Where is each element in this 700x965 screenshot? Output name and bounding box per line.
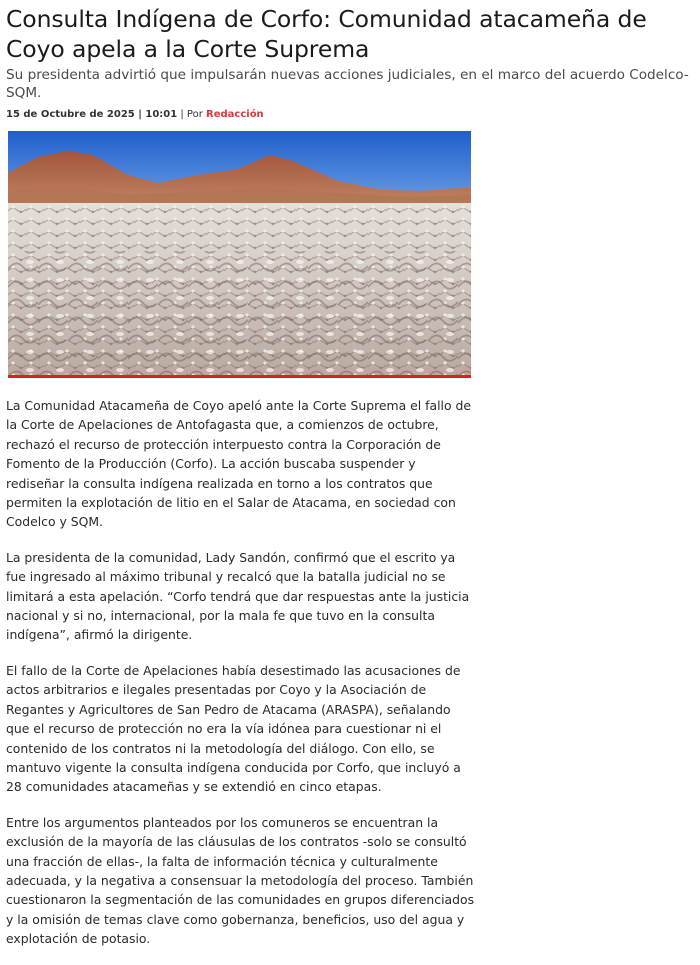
publish-date: 15 de Octubre de 2025 | 10:01 bbox=[6, 109, 178, 120]
body-paragraph: La Comunidad Atacameña de Coyo apeló ante la Corte Suprema el fallo de la Corte de Apelaciones de Antofagasta que, a comienzos de octubre, rechazó el recurso de protección interpuesto contra la Corporación de Fomento de la Producción (Corfo). La acción buscaba suspender y rediseñar la consulta indígena realizada en torno a los contratos que permiten la explotación de litio en el Salar de Atacama, en sociedad con Codelco y SQM. bbox=[6, 398, 471, 530]
article-body bbox=[6, 396, 476, 965]
article-headline: Consulta Indígena de Corfo: Comunidad atacameña de Coyo apela a la Corte Suprema bbox=[6, 5, 647, 63]
hero-image bbox=[8, 131, 471, 378]
salt-flat-image bbox=[8, 131, 471, 378]
article-subtitle: Su presidenta advirtió que impulsarán nuevas acciones judiciales, en el marco del acuerdo Codelco-SQM. bbox=[6, 67, 689, 101]
body-paragraph: El fallo de la Corte de Apelaciones había desestimado las acusaciones de actos arbitrarios e ilegales presentadas por Coyo y la Asociación de Regantes y Agricultores de San Pedro de Atacama (ARASPA), señalando que el recurso de protección no era la vía idónea para cuestionar ni el contenido de los contratos ni la metodología del diálogo. Con ello, se mantuvo vigente la consulta indígena conducida por Corfo, que incluyó a 28 comunidades atacameñas y se extendió en cinco etapas. bbox=[6, 662, 461, 795]
body-paragraph: La presidenta de la comunidad, Lady Sandón, confirmó que el escrito ya fue ingresado al máximo tribunal y recalcó que la batalla judicial no se limitará a esta apelación. “Corfo tendrá que dar respuestas ante la justicia nacional y si no, internacional, por la mala fe que tuvo en la consulta indígena”, afirmó la dirigente. bbox=[6, 549, 470, 643]
article-meta bbox=[6, 108, 264, 122]
author-link[interactable]: Redacción bbox=[206, 109, 264, 120]
byline-separator: | Por bbox=[177, 109, 207, 120]
body-paragraph: Entre los argumentos planteados por los comuneros se encuentran la exclusión de la mayoría de las cláusulas de los contratos -solo se consultó una fracción de ellas-, la falta de información técnica y culturalmente adecuada, y la negativa a consensuar la metodología del proceso. También cuestionaron la segmentación de las comunidades en grupos diferenciados y la omisión de temas clave como gobernanza, beneficios, uso del agua y explotación de potasio. bbox=[6, 814, 475, 947]
